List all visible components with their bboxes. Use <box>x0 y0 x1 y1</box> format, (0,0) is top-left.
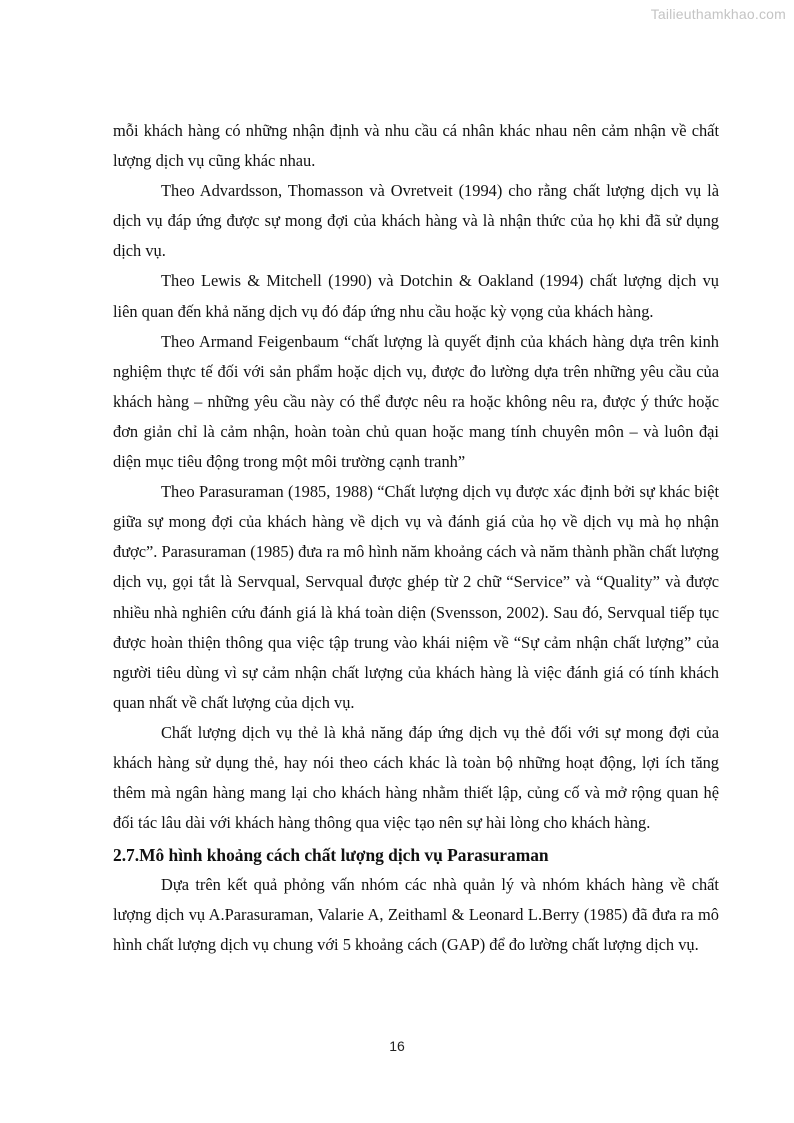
page-number: 16 <box>389 1038 405 1054</box>
document-body <box>113 116 719 961</box>
paragraph-advardsson: Theo Advardsson, Thomasson và Ovretveit (1994) cho rằng chất lượng dịch vụ là dịch vụ đáp ứng được sự mong đợi của khách hàng và là nhận thức của họ khi đã sử dụng dịch vụ. <box>113 181 719 261</box>
paragraph-gap-model: Dựa trên kết quả phỏng vấn nhóm các nhà quản lý và nhóm khách hàng về chất lượng dịch vụ A.Parasuraman, Valarie A, Zeithaml & Leonard L.Berry (1985) đã đưa ra mô hình chất lượng dịch vụ chung với 5 khoảng cách (GAP) để đo lường chất lượng dịch vụ. <box>113 875 719 955</box>
section-heading: 2.7.Mô hình khoảng cách chất lượng dịch vụ Parasuraman <box>113 845 549 866</box>
paragraph-card-service-quality: Chất lượng dịch vụ thẻ là khả năng đáp ứng dịch vụ thẻ đối với sự mong đợi của khách hàng sử dụng thẻ, hay nói theo cách khác là toàn bộ những hoạt động, lợi ích tăng thêm mà ngân hàng mang lại cho khách hàng nhằm thiết lập, củng cố và mở rộng quan hệ đối tác lâu dài với khách hàng thông qua việc tạo nên sự hài lòng cho khách hàng. <box>113 722 719 833</box>
paragraph-feigenbaum: Theo Armand Feigenbaum “chất lượng là quyết định của khách hàng dựa trên kinh nghiệm thực tế đối với sản phẩm hoặc dịch vụ, được đo lường dựa trên những yêu cầu của khách hàng – những yêu cầu này có thể được nêu ra hoặc không nêu ra, được ý thức hoặc đơn giản chỉ là cảm nhận, hoàn toàn chủ quan hoặc mang tính chuyên môn – và luôn đại diện mục tiêu động trong một môi trường cạnh tranh” <box>113 331 719 472</box>
watermark-text: Tailieuthamkhao.com <box>650 6 786 22</box>
paragraph-continuation: mỗi khách hàng có những nhận định và nhu cầu cá nhân khác nhau nên cảm nhận về chất lượng dịch vụ cũng khác nhau. <box>113 121 719 171</box>
paragraph-parasuraman: Theo Parasuraman (1985, 1988) “Chất lượng dịch vụ được xác định bởi sự khác biệt giữa sự mong đợi của khách hàng về dịch vụ và đánh giá của họ về dịch vụ mà họ nhận được”. Parasuraman (1985) đưa ra mô hình năm khoảng cách và năm thành phần chất lượng dịch vụ, gọi tắt là Servqual, Servqual được ghép từ 2 chữ “Service” và “Quality” và được nhiều nhà nghiên cứu đánh giá là khá toàn diện (Svensson, 2002). Sau đó, Servqual tiếp tục được hoàn thiện thông qua việc tập trung vào khái niệm về “Sự cảm nhận chất lượng” của người tiêu dùng vì sự cảm nhận chất lượng của khách hàng là việc đánh giá có tính khách quan nhất về chất lượng của dịch vụ. <box>113 482 719 712</box>
paragraph-lewis-mitchell: Theo Lewis & Mitchell (1990) và Dotchin & Oakland (1994) chất lượng dịch vụ liên quan đến khả năng dịch vụ đó đáp ứng nhu cầu hoặc kỳ vọng của khách hàng. <box>113 271 719 321</box>
